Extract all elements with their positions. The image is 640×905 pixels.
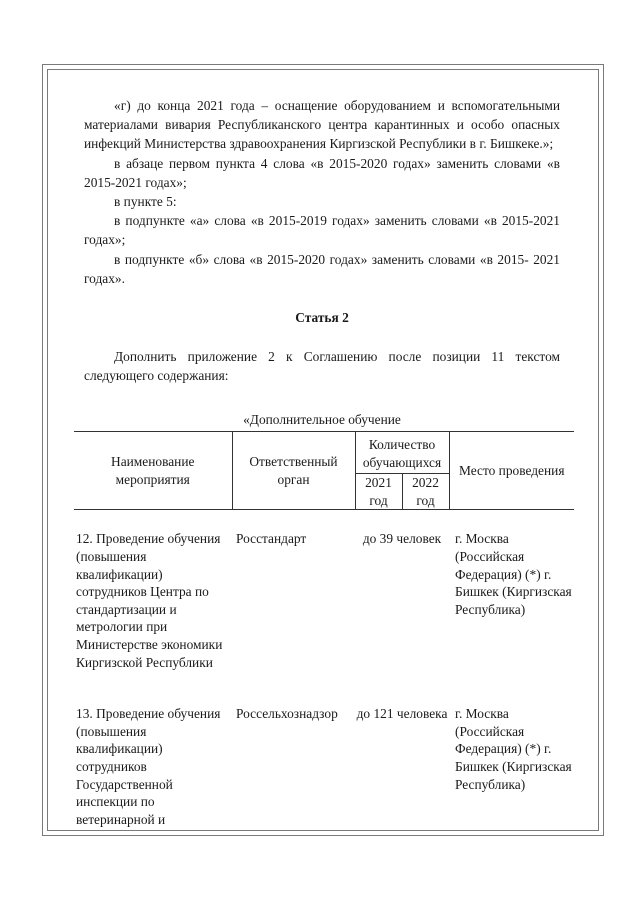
header-year-2021: 2021 год xyxy=(355,474,402,510)
row-count: до 121 человека xyxy=(356,706,448,722)
paragraph-item-g: «г) до конца 2021 года – оснащение оборудованием и вспомогательными материалами вивария Республиканского центра карантинных и особо опасных инфекций Министерства здравоохранения Киргизской Республики в г. Бишкеке.»; xyxy=(84,98,560,152)
paragraph-subpoint-a: в подпункте «а» слова «в 2015-2019 годах» заменить словами «в 2015-2021 годах»; xyxy=(84,213,560,248)
header-year-2022: 2022 год xyxy=(402,474,449,510)
header-name: Наименование мероприятия xyxy=(74,432,232,510)
row-name: 13. Проведение обучения (повышения квалификации) сотрудников Государственной инспекции по ветеринарной и xyxy=(76,706,221,827)
header-org: Ответственный орган xyxy=(232,432,355,510)
paragraph-point-5: в пункте 5: xyxy=(114,194,177,210)
row-org: Росстандарт xyxy=(236,531,307,547)
paragraph-amendment-intro: Дополнить приложение 2 к Соглашению после позиции 11 текстом следующего содержания: xyxy=(84,349,560,384)
document-body xyxy=(84,96,560,443)
paragraph-subpoint-b: в подпункте «б» слова «в 2015-2020 годах» заменить словами «в 2015- 2021 годах». xyxy=(84,251,560,286)
row-place: г. Москва (Российская Федерация) (*) г. Бишкек (Киргизская Республика) xyxy=(455,531,572,617)
table-row xyxy=(74,510,574,685)
article-heading: Статья 2 xyxy=(295,310,349,326)
paragraph-point-4: в абзаце первом пункта 4 слова «в 2015-2020 годах» заменить словами «в 2015-2021 годах»; xyxy=(84,155,560,190)
row-count: до 39 человек xyxy=(362,531,442,547)
header-place: Место проведения xyxy=(449,432,574,510)
training-table xyxy=(74,431,574,842)
row-name: 12. Проведение обучения (повышения квалификации) сотрудников Центра по стандартизации и метрологии при Министерстве экономики Киргизской Республики xyxy=(76,531,223,670)
table-caption: «Дополнительное обучение xyxy=(243,411,401,427)
table-row xyxy=(74,685,574,842)
row-org: Россельхознадзор xyxy=(236,706,338,722)
row-place: г. Москва (Российская Федерация) (*) г. Бишкек (Киргизская Республика) xyxy=(455,706,572,792)
header-count: Количество обучающихся xyxy=(355,432,449,474)
